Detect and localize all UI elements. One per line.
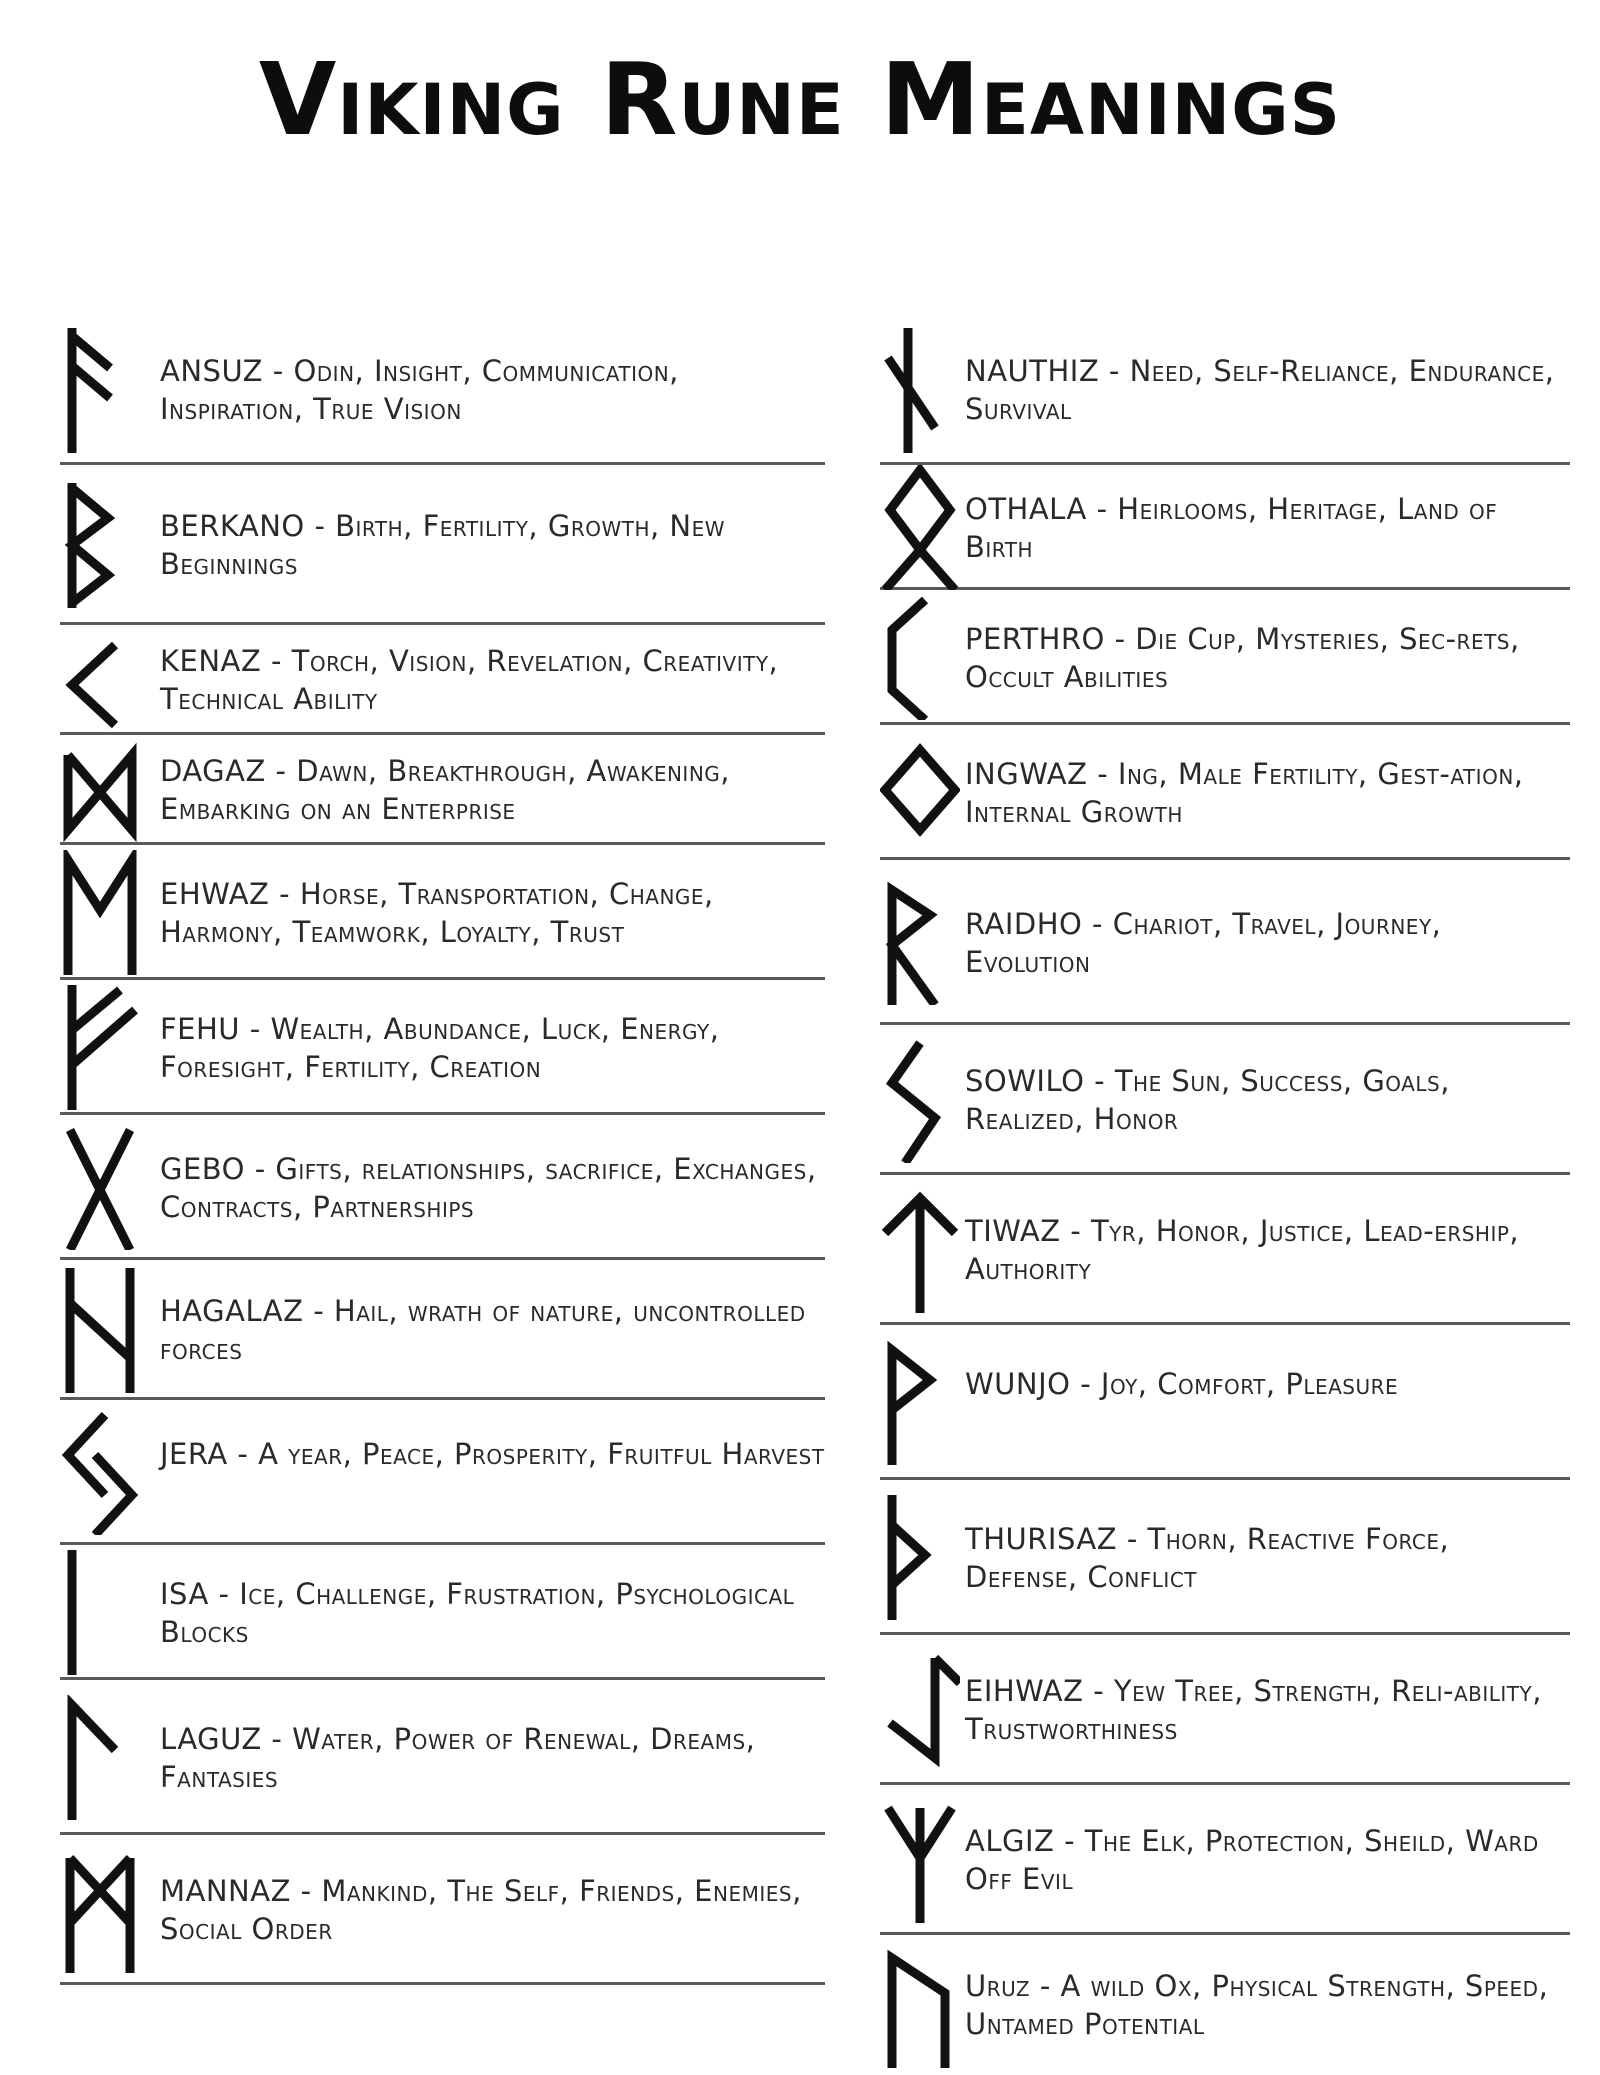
rune-description [160,875,825,951]
name-separator: - [290,1874,322,1908]
rune-entry-fehu [60,980,825,1115]
rune-description [160,752,825,828]
rune-entry-berkano [60,465,825,625]
rune-entry-tiwaz [880,1175,1570,1325]
rune-name: TIWAZ [965,1214,1061,1248]
eihwaz-rune-icon [880,1648,960,1773]
rune-name: ANSUZ [160,354,264,388]
name-separator: - [1087,756,1118,791]
name-separator: - [1099,354,1130,388]
rune-meaning: Odin, Insight, Communication, Inspiration, True Vision [160,354,679,426]
name-separator: - [304,509,336,543]
rune-meaning: Die Cup, Mysteries, Sec-rets, Occult Abilities [965,621,1520,694]
rune-description [160,1575,825,1651]
rune-name: RAIDHO [965,906,1083,941]
rune-entry-dagaz [60,735,825,845]
jera-rune-icon [60,1410,140,1535]
uruz-rune-icon [880,1943,960,2068]
rune-description [965,1520,1570,1596]
rune-entry-ansuz [60,315,825,465]
rune-description [160,1872,825,1948]
rune-entry-sowilo [880,1025,1570,1175]
rune-entry-isa [60,1545,825,1680]
name-separator: - [261,644,292,678]
name-separator: - [1070,1366,1101,1401]
rune-meaning: Birth, Fertility, Growth, New Beginnings [160,509,726,581]
rune-meaning: Heirlooms, Heritage, Land of Birth [965,491,1498,564]
rune-name: WUNJO [965,1366,1071,1401]
rune-meaning: Torch, Vision, Revelation, Creativity, Technical Ability [160,644,779,716]
rune-description [965,620,1570,696]
name-separator: - [1104,621,1136,656]
rune-description [965,755,1570,831]
rune-description [965,1967,1570,2043]
rune-meaning: Horse, Transportation, Change, Harmony, Teamwork, Loyalty, Trust [160,876,714,949]
rune-name: EIHWAZ [965,1674,1084,1708]
rune-name: GEBO [160,1151,246,1186]
rune-entry-ehwaz [60,845,825,980]
rune-name: NAUTHIZ [965,354,1100,388]
rune-meaning: Water, Power of Renewal, Dreams, Fantasies [160,1721,756,1794]
name-separator: - [1030,1969,1061,2003]
rune-description [965,1822,1570,1898]
rune-description [965,352,1570,428]
rune-description [965,1365,1570,1403]
rune-meaning: Ing, Male Fertility, Gest-ation, Internal Growth [965,756,1524,829]
sowilo-rune-icon [880,1038,960,1163]
name-separator: - [240,1011,271,1046]
name-separator: - [245,1151,276,1186]
name-separator: - [1084,1064,1115,1098]
name-separator: - [1083,1674,1114,1708]
name-separator: - [265,754,297,788]
rune-meaning: Need, Self-Reliance, Endurance, Survival [965,354,1555,426]
rune-description [965,1062,1570,1138]
ansuz-rune-icon [60,328,140,453]
mannaz-rune-icon [60,1848,140,1973]
berkano-rune-icon [60,483,140,608]
rune-entry-thurisaz [880,1480,1570,1635]
rune-meaning: Chariot, Travel, Journey, Evolution [965,906,1442,979]
rune-name: INGWAZ [965,756,1088,791]
name-separator: - [1054,1824,1085,1858]
rune-name: ISA [160,1576,209,1611]
isa-rune-icon [60,1550,140,1675]
rune-entry-kenaz [60,625,825,735]
rune-meaning: Yew Tree, Strength, Reli-ability, Trustworthiness [965,1674,1542,1746]
ingwaz-rune-icon [880,730,960,855]
rune-entry-laguz [60,1680,825,1835]
rune-description [965,905,1570,981]
kenaz-rune-icon [60,625,140,750]
rune-name: BERKANO [160,509,305,543]
rune-entry-jera [60,1400,825,1545]
name-separator: - [269,876,300,911]
rune-description [160,1292,825,1368]
rune-name: MANNAZ [160,1874,291,1908]
rune-name: OTHALA [965,491,1087,526]
rune-name: HAGALAZ [160,1294,304,1328]
rune-entry-mannaz [60,1835,825,1985]
page-title: Viking Rune Meanings [258,41,1342,158]
rune-entry-hagalaz [60,1260,825,1400]
rune-meaning: Mankind, The Self, Friends, Enemies, Social Order [160,1874,802,1946]
laguz-rune-icon [60,1695,140,1820]
hagalaz-rune-icon [60,1268,140,1393]
rune-entry-uruz [880,1935,1570,2075]
gebo-rune-icon [60,1125,140,1250]
name-separator: - [1117,1521,1148,1556]
rune-description [965,490,1570,566]
rune-name: LAGUZ [160,1721,262,1756]
dagaz-rune-icon [60,735,140,860]
rune-entry-perthro [880,590,1570,725]
rune-meaning: Dawn, Breakthrough, Awakening, Embarking on an Enterprise [160,754,730,826]
rune-entry-algiz [880,1785,1570,1935]
rune-entry-ingwaz [880,725,1570,860]
rune-name: PERTHRO [965,621,1105,656]
rune-name: FEHU [160,1011,241,1046]
rune-meaning: Ice, Challenge, Frustration, Psychological Blocks [160,1576,795,1649]
rune-description [160,1150,825,1226]
rune-entry-raidho [880,860,1570,1025]
rune-entry-wunjo [880,1325,1570,1480]
rune-meaning: Tyr, Honor, Justice, Lead-ership, Authority [965,1214,1520,1286]
rune-entry-gebo [60,1115,825,1260]
rune-name: THURISAZ [965,1521,1118,1556]
rune-description [965,1672,1570,1748]
name-separator: - [303,1294,334,1328]
rune-description [965,1212,1570,1288]
fehu-rune-icon [60,985,140,1110]
rune-meaning: A year, Peace, Prosperity, Fruitful Harvest [258,1436,825,1471]
nauthiz-rune-icon [880,328,960,453]
rune-meaning: Thorn, Reactive Force, Defense, Conflict [965,1521,1450,1594]
rune-name: DAGAZ [160,754,266,788]
rune-description [160,1010,825,1086]
name-separator: - [1086,491,1118,526]
rune-entry-eihwaz [880,1635,1570,1785]
name-separator: - [1060,1214,1091,1248]
rune-meaning: A wild Ox, Physical Strength, Speed, Untamed Potential [965,1969,1549,2041]
name-separator: - [208,1576,240,1611]
ehwaz-rune-icon [60,850,140,975]
rune-name: ALGIZ [965,1824,1055,1858]
perthro-rune-icon [880,595,960,720]
rune-entry-nauthiz [880,315,1570,465]
rune-meaning: Wealth, Abundance, Luck, Energy, Foresight, Fertility, Creation [160,1011,720,1084]
rune-description [160,642,825,718]
rune-entry-othala [880,465,1570,590]
name-separator: - [1082,906,1113,941]
rune-meaning: Hail, wrath of nature, uncontrolled forces [160,1294,806,1366]
rune-meaning: The Sun, Success, Goals, Realized, Honor [965,1064,1450,1136]
rune-description [160,1435,825,1473]
algiz-rune-icon [880,1798,960,1923]
rune-meaning: Joy, Comfort, Pleasure [1100,1366,1399,1401]
rune-description [160,507,825,583]
tiwaz-rune-icon [880,1188,960,1313]
othala-rune-icon [880,465,960,590]
rune-name: JERA [160,1436,228,1471]
rune-description [160,352,825,428]
name-separator: - [261,1721,293,1756]
rune-meaning: Gifts, relationships, sacrifice, Exchanges, Contracts, Partnerships [160,1151,817,1224]
rune-meaning: The Elk, Protection, Sheild, Ward Off Evil [965,1824,1539,1896]
raidho-rune-icon [880,880,960,1005]
rune-name: KENAZ [160,644,262,678]
wunjo-rune-icon [880,1340,960,1465]
thurisaz-rune-icon [880,1495,960,1620]
rune-name: SOWILO [965,1064,1085,1098]
rune-description [160,1720,825,1796]
name-separator: - [263,354,294,388]
name-separator: - [227,1436,259,1471]
rune-name: EHWAZ [160,876,270,911]
rune-name: Uruz [965,1969,1031,2003]
